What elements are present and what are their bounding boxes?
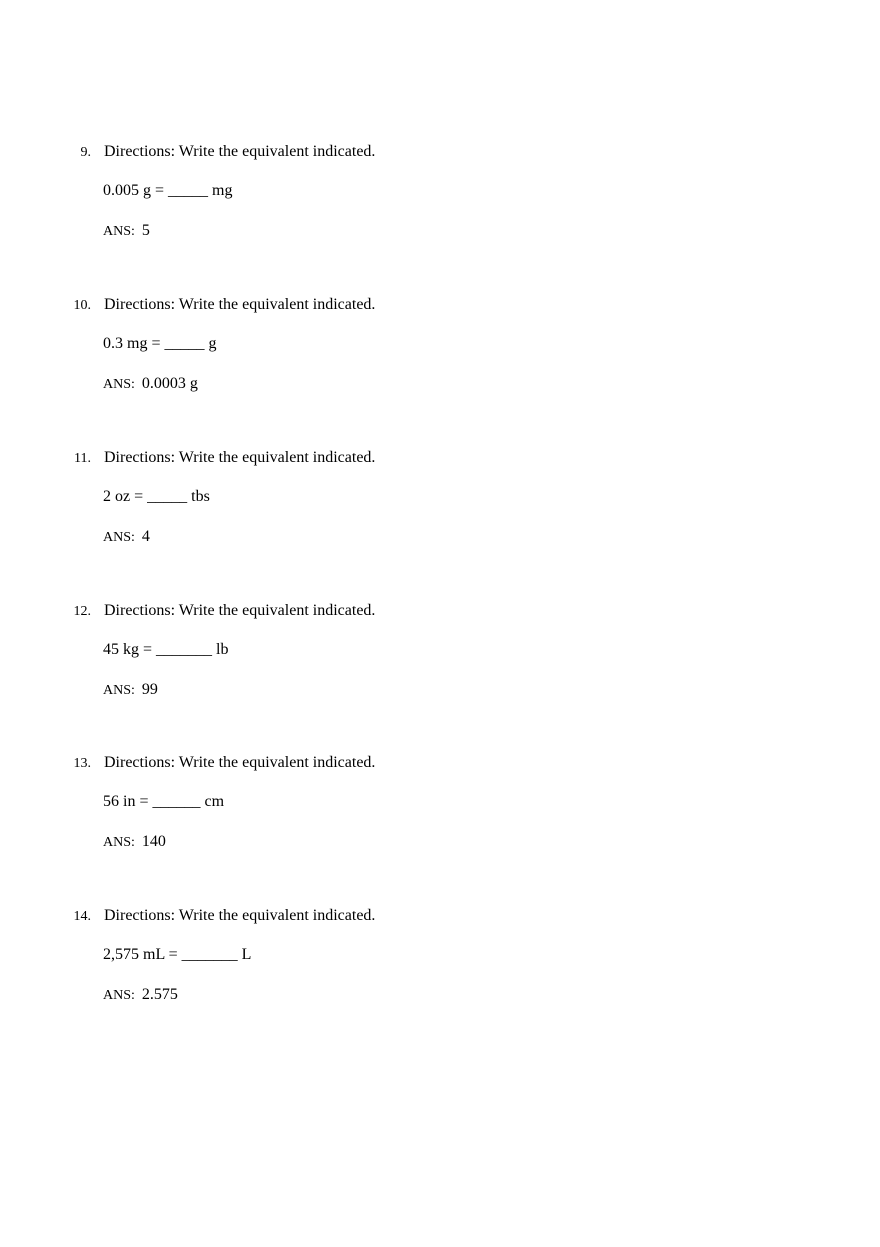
question-answer: [103, 375, 198, 394]
answer-value: 99: [141, 681, 158, 698]
answer-label: ANS:: [103, 530, 135, 545]
answer-value: 140: [141, 833, 166, 850]
question-answer: [103, 681, 158, 700]
question-number: 11.: [74, 451, 91, 466]
answer-label: ANS:: [103, 224, 135, 239]
question-prompt: 56 in = ______ cm: [103, 793, 225, 810]
question-13: [0, 755, 880, 875]
question-directions: Directions: Write the equivalent indicated.: [104, 296, 376, 313]
question-prompt: 0.3 mg = _____ g: [103, 335, 217, 352]
answer-label: ANS:: [103, 835, 135, 850]
answer-label: ANS:: [103, 377, 135, 392]
answer-label: ANS:: [103, 683, 135, 698]
question-12: [0, 603, 880, 723]
question-answer: [103, 528, 150, 547]
question-number: 12.: [73, 604, 91, 619]
question-number: 9.: [80, 145, 91, 160]
question-11: [0, 450, 880, 570]
question-answer: [103, 986, 178, 1005]
question-prompt: 0.005 g = _____ mg: [103, 182, 233, 199]
question-prompt: 2,575 mL = _______ L: [103, 946, 252, 963]
answer-label: ANS:: [103, 988, 135, 1003]
question-directions: Directions: Write the equivalent indicated.: [104, 907, 376, 924]
question-prompt: 2 oz = _____ tbs: [103, 488, 210, 505]
question-answer: [103, 833, 166, 852]
question-number: 10.: [73, 298, 91, 313]
question-directions: Directions: Write the equivalent indicated.: [104, 602, 376, 619]
answer-value: 2.575: [141, 986, 178, 1003]
answer-value: 4: [141, 528, 150, 545]
question-directions: Directions: Write the equivalent indicated.: [104, 754, 376, 771]
question-9: [0, 144, 880, 264]
answer-value: 0.0003 g: [141, 375, 198, 392]
question-prompt: 45 kg = _______ lb: [103, 641, 229, 658]
question-number: 14.: [73, 909, 91, 924]
question-directions: Directions: Write the equivalent indicated.: [104, 143, 376, 160]
question-14: [0, 908, 880, 1028]
question-answer: [103, 222, 150, 241]
answer-value: 5: [141, 222, 150, 239]
question-10: [0, 297, 880, 417]
question-directions: Directions: Write the equivalent indicated.: [104, 449, 376, 466]
question-number: 13.: [73, 756, 91, 771]
